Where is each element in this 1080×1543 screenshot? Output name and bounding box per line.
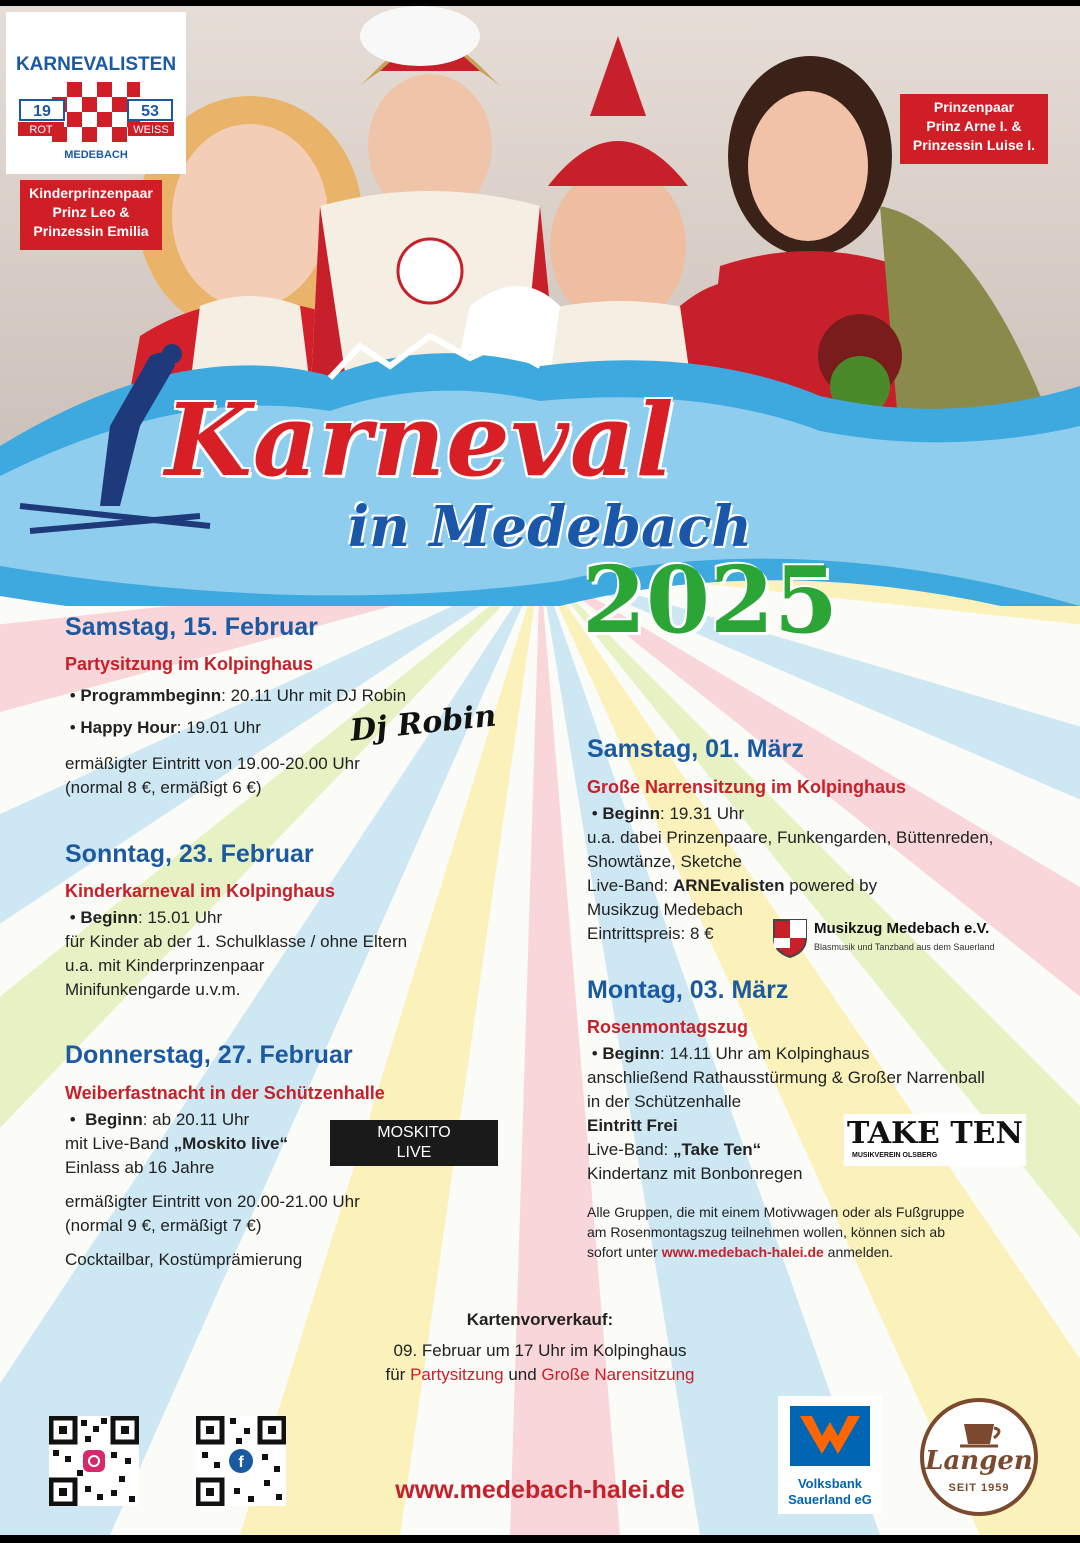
logo-right-word: WEISS (133, 124, 169, 136)
note-line3: sofort unter www.medebach-halei.de anmelden. (587, 1244, 894, 1260)
event4-title: Große Narrensitzung im Kolpinghaus (587, 777, 907, 797)
title-year: 2025 (582, 546, 839, 654)
prinzenpaar-label: Prinzenpaar Prinz Arne I. & Prinzessin Luise I. (900, 94, 1048, 164)
event4-line3: Live-Band: ARNEvalisten powered by (587, 876, 878, 895)
note-link[interactable]: www.medebach-halei.de (661, 1244, 824, 1260)
note-line2: am Rosenmontagszug teilnehmen wollen, können sich ab (587, 1224, 945, 1240)
club-logo (6, 12, 186, 174)
event2-line3: Minifunkengarde u.v.m. (65, 980, 241, 999)
take-ten-logo: TAKE TEN MUSIKVEREIN OLSBERG (844, 1114, 1026, 1166)
kinderprinzenpaar-label: Kinderprinzenpaar Prinz Leo & Prinzessin Emilia (20, 180, 162, 250)
dj-robin-logo: Dj Robin (348, 698, 498, 749)
event4-line2: Showtänze, Sketche (587, 852, 742, 871)
event3-line3: ermäßigter Eintritt von 20.00-21.00 Uhr (65, 1192, 360, 1211)
volksbank-logo: Volksbank Sauerland eG (778, 1396, 882, 1514)
event4-bullet1: • Beginn: 19.31 Uhr (587, 804, 745, 823)
logo-left-word: ROT (29, 124, 53, 136)
vvk-line1: 09. Februar um 17 Uhr im Kolpinghaus (393, 1341, 687, 1360)
event4-line5: Eintrittspreis: 8 € (587, 924, 714, 943)
logo-bottom-text: MEDEBACH (64, 149, 128, 161)
musikzug-logo: Musikzug Medebach e.V. Blasmusik und Tanzband aus dem Sauerland (772, 918, 1034, 962)
event4-line1: u.a. dabei Prinzenpaare, Funkengarden, Büttenreden, (587, 828, 994, 847)
musikzug-crest-icon (772, 918, 808, 958)
logo-year-right: 53 (141, 103, 159, 120)
svg-text:f: f (238, 1454, 244, 1471)
event2-line2: u.a. mit Kinderprinzenpaar (65, 956, 265, 975)
event3-line4: (normal 9 €, ermäßigt 7 €) (65, 1216, 262, 1235)
logo-top-text: KARNEVALISTEN (15, 54, 177, 75)
vvk-line2: für Partysitzung und Große Narensitzung (385, 1365, 695, 1384)
event1-bullet1: • Programmbeginn: 20.11 Uhr mit DJ Robin (65, 686, 407, 705)
title-karneval: Karneval (165, 381, 675, 499)
event3-line1: mit Live-Band „Moskito live“ (65, 1134, 288, 1153)
title-in-medebach: in Medebach (348, 494, 753, 560)
event3-line5: Cocktailbar, Kostümprämierung (65, 1250, 303, 1269)
event1-line1: ermäßigter Eintritt von 19.00-20.00 Uhr (65, 754, 360, 773)
event3-date: Donnerstag, 27. Februar (65, 1041, 353, 1069)
event5-line3: Eintritt Frei (587, 1116, 678, 1135)
event1-title: Partysitzung im Kolpinghaus (65, 654, 314, 674)
event3-bullet1: • Beginn: ab 20.11 Uhr (65, 1110, 250, 1129)
event5-line1: anschließend Rathausstürmung & Großer Narrenball (587, 1068, 985, 1087)
event1-date: Samstag, 15. Februar (65, 613, 318, 641)
moskito-live-logo: MOSKITO LIVE (330, 1120, 498, 1166)
logo-year-left: 19 (33, 103, 51, 120)
langen-logo: Langen SEIT 1959 (920, 1398, 1038, 1516)
event3-title: Weiberfastnacht in der Schützenhalle (65, 1083, 385, 1103)
event1-line2: (normal 8 €, ermäßigt 6 €) (65, 778, 262, 797)
event2-title: Kinderkarneval im Kolpinghaus (65, 881, 336, 901)
event2-date: Sonntag, 23. Februar (65, 840, 314, 868)
event5-line5: Kindertanz mit Bonbonregen (587, 1164, 803, 1183)
website-link[interactable]: www.medebach-halei.de (395, 1476, 685, 1504)
event3-line2: Einlass ab 16 Jahre (65, 1158, 215, 1177)
vvk-title: Kartenvorverkauf: (466, 1310, 614, 1329)
event1-bullet2: • Happy Hour: 19.01 Uhr (65, 718, 261, 737)
event5-title: Rosenmontagszug (587, 1017, 749, 1037)
event5-line4: Live-Band: „Take Ten“ (587, 1140, 762, 1159)
event2-bullet1: • Beginn: 15.01 Uhr (65, 908, 223, 927)
event5-bullet1: • Beginn: 14.11 Uhr am Kolpinghaus (587, 1044, 870, 1063)
event5-date: Montag, 03. März (587, 976, 789, 1004)
event5-line2: in der Schützenhalle (587, 1092, 742, 1111)
event4-date: Samstag, 01. März (587, 735, 804, 763)
note-line1: Alle Gruppen, die mit einem Motivwagen oder als Fußgruppe (587, 1204, 965, 1220)
poster (0, 6, 1080, 1535)
event4-line4: Musikzug Medebach (587, 900, 743, 919)
event2-line1: für Kinder ab der 1. Schulklasse / ohne Eltern (65, 932, 408, 951)
